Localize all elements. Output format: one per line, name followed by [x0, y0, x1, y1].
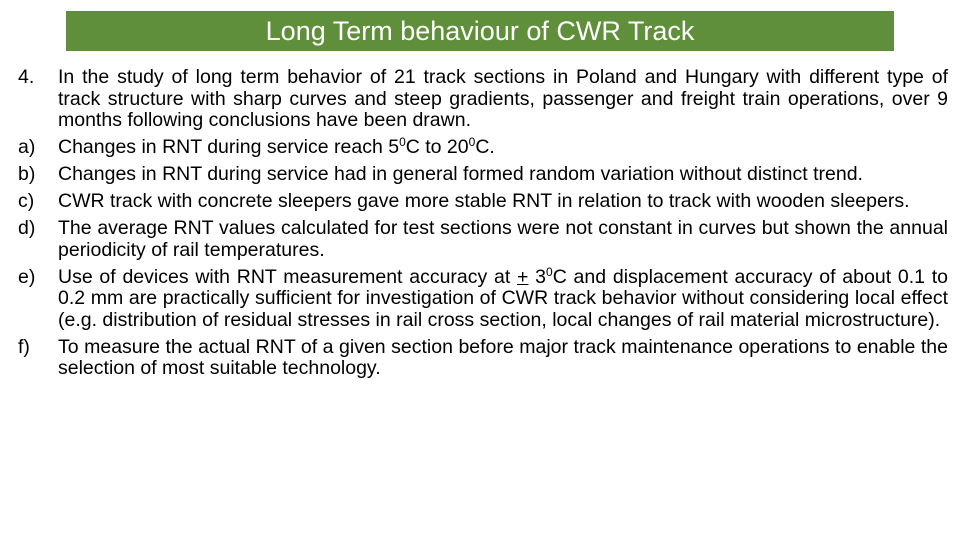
text-segment: Changes in RNT during service reach 5 [58, 136, 400, 158]
list-item-a [18, 137, 948, 159]
text-segment: C. [475, 136, 495, 158]
list-item-text: In the study of long term behavior of 21 track sections in Poland and Hungary with different type of track structure with sharp curves and steep gradients, passenger and freight train operations, over 9 months following conclusions have been drawn. [58, 66, 948, 131]
list-marker: b) [18, 163, 36, 185]
list-item-text [58, 137, 948, 159]
list-marker: a) [18, 136, 36, 158]
list-marker: f) [18, 335, 30, 358]
title-banner [66, 11, 894, 51]
list-marker: e) [18, 265, 36, 288]
list-marker: c) [18, 190, 35, 212]
list-item-text: The average RNT values calculated for test sections were not constant in curves but shown the annual periodicity of rail temperatures. [58, 217, 948, 261]
degree-superscript: 0 [399, 135, 406, 149]
conclusions-list [18, 67, 948, 385]
text-segment: Use of devices with RNT measurement accuracy at [58, 265, 518, 288]
slide-title: Long Term behaviour of CWR Track [265, 16, 695, 46]
list-item-c [18, 191, 948, 213]
list-item-text: CWR track with concrete sleepers gave more stable RNT in relation to track with wooden sleepers. [58, 190, 910, 212]
list-item-text: To measure the actual RNT of a given section before major track maintenance operations to enable the selection of most suitable technology. [58, 335, 948, 379]
list-marker: d) [18, 217, 36, 239]
list-item-b [18, 164, 948, 186]
text-segment: C to 20 [405, 136, 469, 158]
degree-superscript: 0 [468, 135, 476, 149]
degree-superscript: 0 [546, 264, 553, 279]
text-segment: C and displacement accuracy of about 0.1 to 0.2 mm are practically sufficient for investigation of CWR track behavior without considering local effect (e.g. distribution of residual stresses in rail cross section, local changes of rail material microstructure). [58, 265, 948, 331]
text-segment: 3 [528, 265, 547, 288]
list-item-text [58, 264, 948, 332]
list-item-d [18, 218, 948, 261]
list-marker: 4. [18, 66, 35, 88]
list-item-f [18, 337, 948, 380]
plus-minus-sign: + [517, 265, 529, 288]
list-item-text: Changes in RNT during service had in general formed random variation without distinct trend. [58, 163, 863, 185]
list-item-4 [18, 67, 948, 132]
list-item-e [18, 264, 948, 332]
